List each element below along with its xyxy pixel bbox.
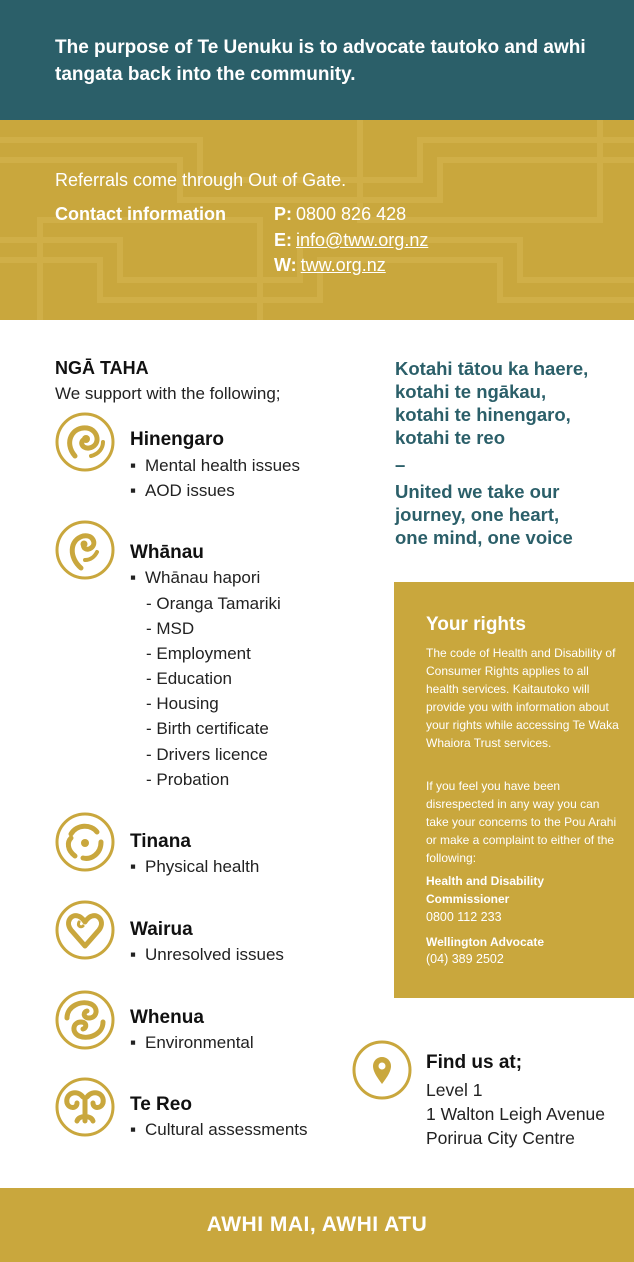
tereo-koru-icon: [55, 1077, 115, 1137]
sub-list-item: - Housing: [146, 694, 219, 713]
sub-list-item: - Education: [146, 669, 232, 688]
sub-list-item: - Drivers licence: [146, 745, 268, 764]
motto-line: kotahi te reo: [395, 427, 505, 448]
services-subtitle: We support with the following;: [55, 384, 281, 403]
header-banner: [0, 0, 634, 120]
email-label: E:: [274, 230, 292, 250]
rights-paragraph: If you feel you have been disrespected in any way you can take your concerns to the Pou Arahi or make a complaint to either of the following:: [426, 779, 617, 865]
contact-phone[interactable]: 0800 112 233: [426, 910, 502, 924]
motto-translation-line: United we take our: [395, 481, 560, 502]
list-item: ▪ Whānau hapori: [130, 568, 261, 587]
email-line: [274, 230, 428, 251]
email-link[interactable]: info@tww.org.nz: [296, 230, 429, 250]
whenua-koru-icon: [55, 990, 115, 1050]
hinengaro-koru-icon: [55, 412, 115, 472]
phone-label: P:: [274, 204, 292, 224]
list-item: ▪ AOD issues: [130, 481, 235, 500]
category-title: Wairua: [130, 919, 193, 940]
list-item: ▪ Unresolved issues: [130, 945, 284, 964]
category-title: Whenua: [130, 1007, 204, 1028]
contact-name: Commissioner: [426, 892, 510, 906]
location-pin-icon: [352, 1040, 412, 1100]
motto-translation-line: journey, one heart,: [395, 504, 560, 525]
web-line: [274, 255, 386, 276]
tinana-koru-icon: [55, 812, 115, 872]
contact-heading: Contact information: [55, 204, 226, 224]
motto-line: kotahi te hinengaro,: [395, 404, 571, 425]
category-title: Whānau: [130, 542, 204, 563]
purpose-statement: The purpose of Te Uenuku is to advocate tautoko and awhi tangata back into the community.: [55, 37, 586, 85]
category-title: Te Reo: [130, 1094, 192, 1115]
sub-list-item: - Employment: [146, 644, 251, 663]
footer-slogan: AWHI MAI, AWHI ATU: [206, 1213, 428, 1236]
contact-name: Health and Disability: [426, 874, 545, 888]
category-title: Tinana: [130, 831, 191, 852]
motto: [395, 357, 625, 549]
find-us-title: Find us at;: [426, 1052, 523, 1073]
sub-list-item: - MSD: [146, 619, 195, 638]
contact-phone[interactable]: (04) 389 2502: [426, 952, 504, 966]
sub-list-item: - Probation: [146, 770, 230, 789]
list-item: ▪ Cultural assessments: [130, 1120, 308, 1139]
rights-paragraph: The code of Health and Disability of Consumer Rights applies to all health services. Kaitautoko will provide you with information about your rights while accessing Te Waka Whaiora Trust services.: [426, 646, 619, 750]
rights-box: [394, 582, 634, 998]
whanau-koru-icon: [55, 520, 115, 580]
list-item: ▪ Environmental: [130, 1033, 254, 1052]
web-label: W:: [274, 255, 297, 275]
contact-band: [0, 120, 634, 320]
sub-list-item: - Birth certificate: [146, 719, 269, 738]
motto-line: kotahi te ngākau,: [395, 381, 547, 402]
motto-line: Kotahi tātou ka haere,: [395, 358, 589, 379]
list-item: ▪ Physical health: [130, 857, 260, 876]
rights-title: Your rights: [426, 614, 526, 635]
address-line: 1 Walton Leigh Avenue: [426, 1104, 606, 1124]
footer-banner: [0, 1188, 634, 1262]
motto-translation-line: one mind, one voice: [395, 527, 573, 548]
address-line: Porirua City Centre: [426, 1128, 575, 1148]
sub-list-item: - Oranga Tamariki: [146, 594, 281, 613]
phone-line: [274, 204, 406, 225]
wairua-heart-icon: [55, 900, 115, 960]
address-line: Level 1: [426, 1080, 483, 1100]
contact-name: Wellington Advocate: [426, 935, 545, 949]
referral-note: Referrals come through Out of Gate.: [55, 170, 347, 190]
phone-number[interactable]: 0800 826 428: [296, 204, 407, 224]
category-title: Hinengaro: [130, 429, 224, 450]
website-link[interactable]: tww.org.nz: [300, 255, 386, 275]
services-title: NGĀ TAHA: [55, 358, 149, 378]
motto-dash: –: [395, 454, 406, 475]
list-item: ▪ Mental health issues: [130, 456, 300, 475]
